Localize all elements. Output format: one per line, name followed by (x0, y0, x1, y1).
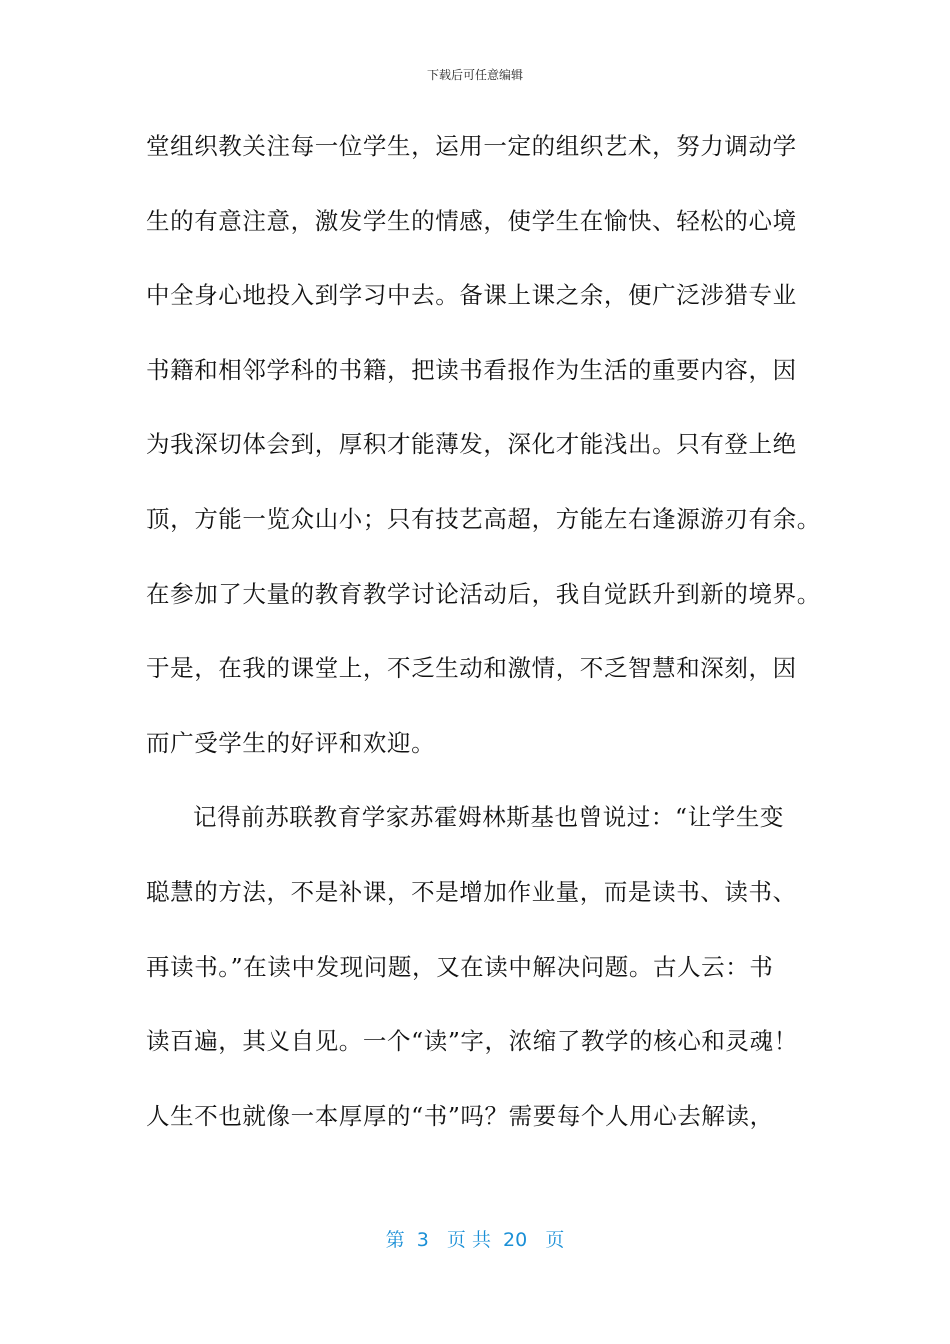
text-line: 中全身心地投入到学习中去。备课上课之余，便广泛涉猎专业 (146, 281, 797, 310)
page-header-note: 下载后可任意编辑 (426, 68, 523, 82)
text-line: 聪慧的方法，不是补课，不是增加作业量，而是读书、读书、 (146, 877, 797, 906)
paragraph-1 (146, 126, 821, 797)
text-line: 堂组织教关注每一位学生，运用一定的组织艺术，努力调动学 (146, 132, 797, 160)
page-number-footer: 第 3 页 共 20 页 (385, 1229, 565, 1251)
text-line: 再读书。”在读中发现问题，又在读中解决问题。古人云：书 (146, 952, 774, 981)
text-line: 记得前苏联教育学家苏霍姆林斯基也曾说过：“让学生变 (193, 803, 785, 832)
text-line: 读百遍，其义自见。一个“读”字，浓缩了教学的核心和灵魂！ (146, 1027, 798, 1056)
text-line: 为我深切体会到，厚积才能薄发，深化才能浅出。只有登上绝 (146, 430, 797, 459)
paragraph-2 (146, 797, 816, 1170)
text-line: 人生不也就像一本厚厚的“书”吗？需要每个人用心去解读， (146, 1101, 774, 1130)
text-line: 生的有意注意，激发学生的情感，使学生在愉快、轻松的心境 (146, 206, 797, 235)
text-line: 在参加了大量的教育教学讨论活动后，我自觉跃升到新的境界。 (146, 579, 821, 608)
text-line: 顶，方能一览众山小；只有技艺高超，方能左右逢源游刃有余。 (146, 504, 821, 533)
text-line: 于是，在我的课堂上，不乏生动和激情，不乏智慧和深刻，因 (146, 654, 797, 683)
document-body (146, 126, 821, 1170)
text-line: 书籍和相邻学科的书籍，把读书看报作为生活的重要内容，因 (146, 355, 797, 384)
text-line: 而广受学生的好评和欢迎。 (146, 728, 436, 757)
